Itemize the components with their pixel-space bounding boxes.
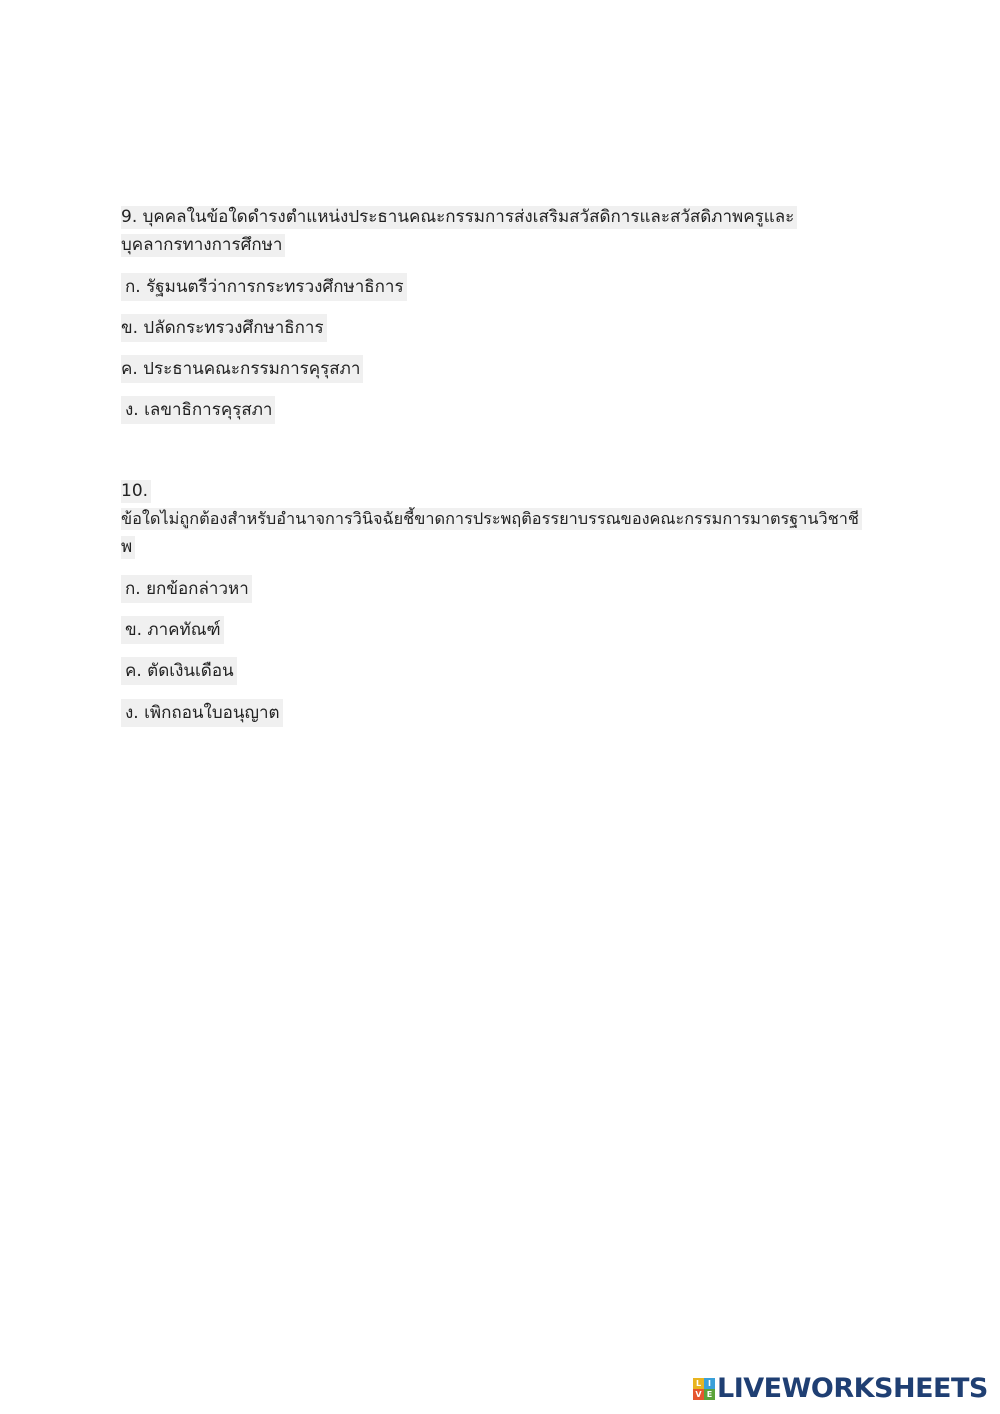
question-9-stem	[121, 203, 901, 259]
question-9-stem-line2: บุคลากรทางการศึกษา	[121, 234, 285, 257]
liveworksheets-logo	[693, 1373, 988, 1405]
logo-icon-letter-e: E	[704, 1389, 715, 1400]
question-9-option-d: ง. เลขาธิการคุรุสภา	[121, 396, 275, 424]
question-10-option-d: ง. เพิกถอนใบอนุญาต	[121, 699, 283, 727]
logo-icon-letter-l: L	[693, 1378, 704, 1389]
question-10-stem	[121, 477, 901, 561]
liveworksheets-logo-icon	[693, 1378, 715, 1400]
logo-icon-letter-v: V	[693, 1389, 704, 1400]
question-10-stem-line1: ข้อใดไม่ถูกต้องสำหรับอำนาจการวินิจฉัยชี้ขาดการประพฤติอรรยาบรรณของคณะกรรมการมาตรฐานวิชาชี	[121, 508, 862, 530]
liveworksheets-logo-text: LIVEWORKSHEETS	[717, 1373, 988, 1404]
question-10-option-a: ก. ยกข้อกล่าวหา	[121, 575, 252, 603]
question-9-option-b: ข. ปลัดกระทรวงศึกษาธิการ	[121, 314, 327, 342]
question-9-stem-line1: 9. บุคคลในข้อใดดำรงตำแหน่งประธานคณะกรรมการส่งเสริมสวัสดิการและสวัสดิภาพครูและ	[121, 206, 797, 229]
logo-icon-letter-i: I	[704, 1378, 715, 1389]
question-10-option-b: ข. ภาคทัณฑ์	[121, 616, 224, 644]
question-10-option-c: ค. ตัดเงินเดือน	[121, 657, 237, 685]
question-10-number: 10.	[121, 480, 151, 503]
question-9-option-a: ก. รัฐมนตรีว่าการกระทรวงศึกษาธิการ	[121, 273, 407, 301]
question-10-stem-line2: พ	[121, 536, 135, 559]
question-9-option-c: ค. ประธานคณะกรรมการคุรุสภา	[121, 355, 363, 383]
